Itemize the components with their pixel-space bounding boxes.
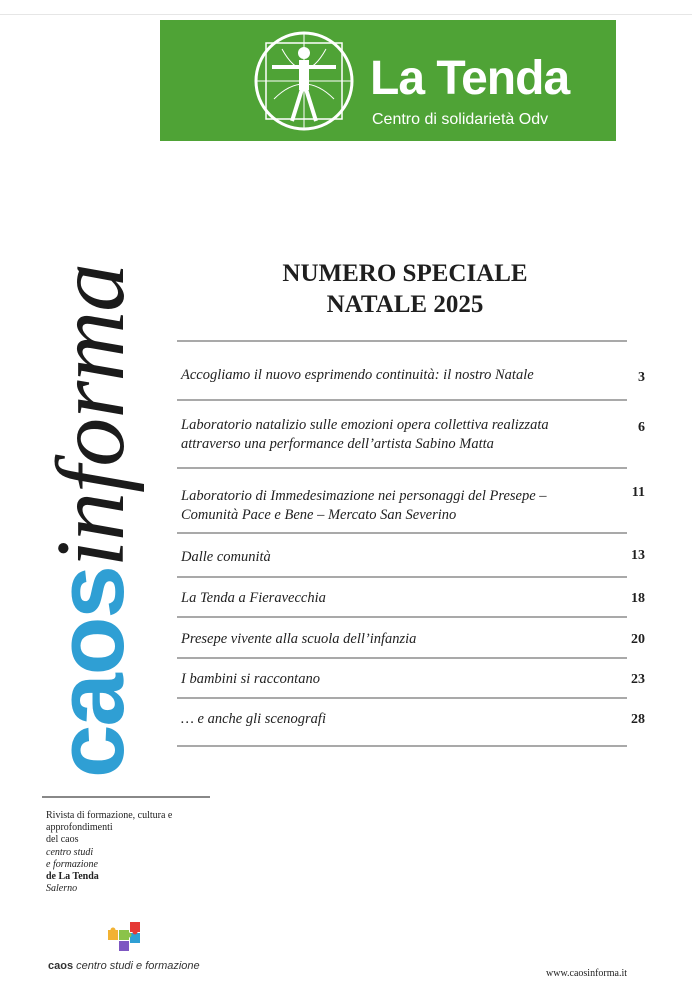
website-link[interactable]: www.caosinforma.it [546,968,627,979]
brand-subtitle: Centro di solidarietà Odv [372,111,549,128]
top-divider [0,14,692,15]
colophon-line: del caos [46,834,79,846]
caos-logo-rest: centro studi e formazione [73,960,200,972]
brand-name: La Tenda [370,52,570,105]
colophon-line: Rivista di formazione, cultura e [46,810,173,821]
toc-entry-title: Accogliamo il nuovo esprimendo continuità: il nostro Natale [181,367,534,383]
toc-entry-title: Dalle comunità [181,549,271,565]
toc-entry-title: Presepe vivente alla scuola dell’infanzia [181,631,417,647]
issue-title-line1: NUMERO SPECIALE [282,260,528,287]
issue-title-line2: NATALE 2025 [326,291,484,318]
table-of-contents [177,340,645,747]
colophon [46,810,216,895]
issue-title [220,258,590,320]
masthead-vertical [37,258,145,778]
toc-entry-page: 13 [631,548,645,563]
toc-entry-page: 11 [631,485,645,500]
toc-entry-page: 6 [638,420,645,435]
colophon-divider [42,796,210,798]
toc-entry-page: 3 [638,370,645,385]
colophon-line: de La Tenda [46,871,99,883]
la-tenda-banner [160,20,616,141]
toc-entry[interactable] [177,699,645,745]
toc-entry-title: Laboratorio natalizio sulle emozioni opera collettiva realizzata attraverso una performance dell’artista Sabino Matta [181,417,549,452]
masthead-informa: informa [37,263,145,568]
colophon-line: Salerno [46,883,78,895]
toc-entry[interactable] [177,469,645,532]
toc-entry-page: 23 [631,672,645,687]
toc-entry[interactable] [177,342,645,399]
toc-divider [177,745,627,747]
toc-entry[interactable] [177,618,645,657]
toc-entry[interactable] [177,401,645,467]
toc-entry-page: 20 [631,632,645,647]
toc-entry-page: 18 [631,591,645,606]
toc-entry-title: Laboratorio di Immedesimazione nei personaggi del Presepe – Comunità Pace e Bene – Mercato San Severino [181,488,547,523]
toc-entry-title: I bambini si raccontano [181,671,320,687]
puzzle-logo-icon [100,918,150,956]
toc-entry-page: 28 [631,712,645,727]
colophon-line: e formazione [46,858,98,870]
colophon-line: approfondimenti [46,822,113,834]
caos-logo-text [48,960,200,972]
vitruvian-man-icon [252,29,356,133]
toc-entry-title: … e anche gli scenografi [181,711,326,727]
toc-entry[interactable] [177,534,645,576]
toc-entry-title: La Tenda a Fieravecchia [181,590,326,606]
masthead-caos: caos [37,567,144,778]
toc-entry[interactable] [177,578,645,616]
toc-entry[interactable] [177,659,645,697]
caos-logo-bold: caos [48,960,74,972]
colophon-line: centro studi [46,846,94,858]
